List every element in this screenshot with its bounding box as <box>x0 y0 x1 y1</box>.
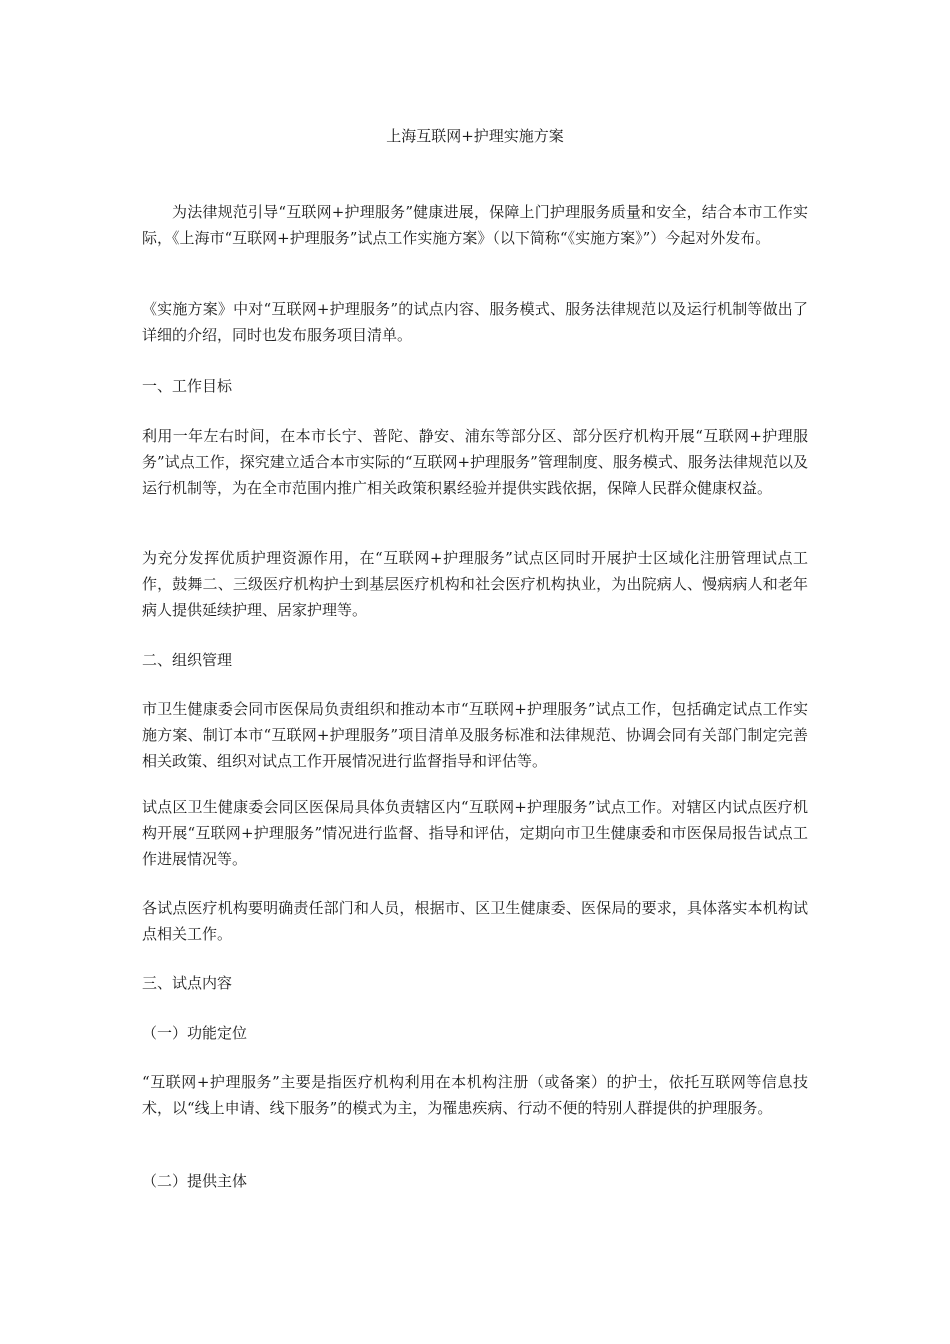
positioning-paragraph: “互联网+护理服务”主要是指医疗机构利用在本机构注册（或备案）的护士，依托互联网等信息技术，以“线上申请、线下服务”的模式为主，为罹患疾病、行动不便的特别人群提供的护理服务。 <box>142 1073 808 1117</box>
organization-paragraph-1: 市卫生健康委会同市医保局负责组织和推动本市“互联网+护理服务”试点工作，包括确定试点工作实施方案、制订本市“互联网+护理服务”项目清单及服务标准和法律规范、协调会同有关部门制定完善相关政策、组织对试点工作开展情况进行监督指导和评估等。 <box>142 700 808 770</box>
organization-paragraph-2: 试点区卫生健康委会同区医保局具体负责辖区内“互联网+护理服务”试点工作。对辖区内试点医疗机构开展“互联网+护理服务”情况进行监督、指导和评估，定期向市卫生健康委和市医保局报告试点工作进展情况等。 <box>142 798 808 868</box>
section-heading-goals: 一、工作目标 <box>142 377 233 395</box>
document-title: 上海互联网+护理实施方案 <box>386 127 564 145</box>
organization-paragraph-3: 各试点医疗机构要明确责任部门和人员，根据市、区卫生健康委、医保局的要求，具体落实本机构试点相关工作。 <box>142 899 808 943</box>
goals-paragraph-1: 利用一年左右时间，在本市长宁、普陀、静安、浦东等部分区、部分医疗机构开展“互联网+护理服务”试点工作，探究建立适合本市实际的“互联网+护理服务”管理制度、服务模式、服务法律规范以及运行机制等，为在全市范围内推广相关政策积累经验并提供实践依据，保障人民群众健康权益。 <box>142 427 808 497</box>
subsection-heading-positioning: （一）功能定位 <box>142 1024 248 1042</box>
goals-paragraph-2: 为充分发挥优质护理资源作用，在“互联网+护理服务”试点区同时开展护士区域化注册管理试点工作，鼓舞二、三级医疗机构护士到基层医疗机构和社会医疗机构执业，为出院病人、慢病病人和老年病人提供延续护理、居家护理等。 <box>142 549 808 619</box>
section-heading-pilot-content: 三、试点内容 <box>142 974 233 992</box>
intro-paragraph: 为法律规范引导“互联网+护理服务”健康进展，保障上门护理服务质量和安全，结合本市工作实际，《上海市“互联网+护理服务”试点工作实施方案》（以下简称“《实施方案》”）今起对外发布。 <box>142 203 808 247</box>
overview-paragraph: 《实施方案》中对“互联网+护理服务”的试点内容、服务模式、服务法律规范以及运行机制等做出了详细的介绍，同时也发布服务项目清单。 <box>142 300 808 344</box>
section-heading-organization: 二、组织管理 <box>142 651 233 669</box>
subsection-heading-providers: （二）提供主体 <box>142 1172 248 1190</box>
